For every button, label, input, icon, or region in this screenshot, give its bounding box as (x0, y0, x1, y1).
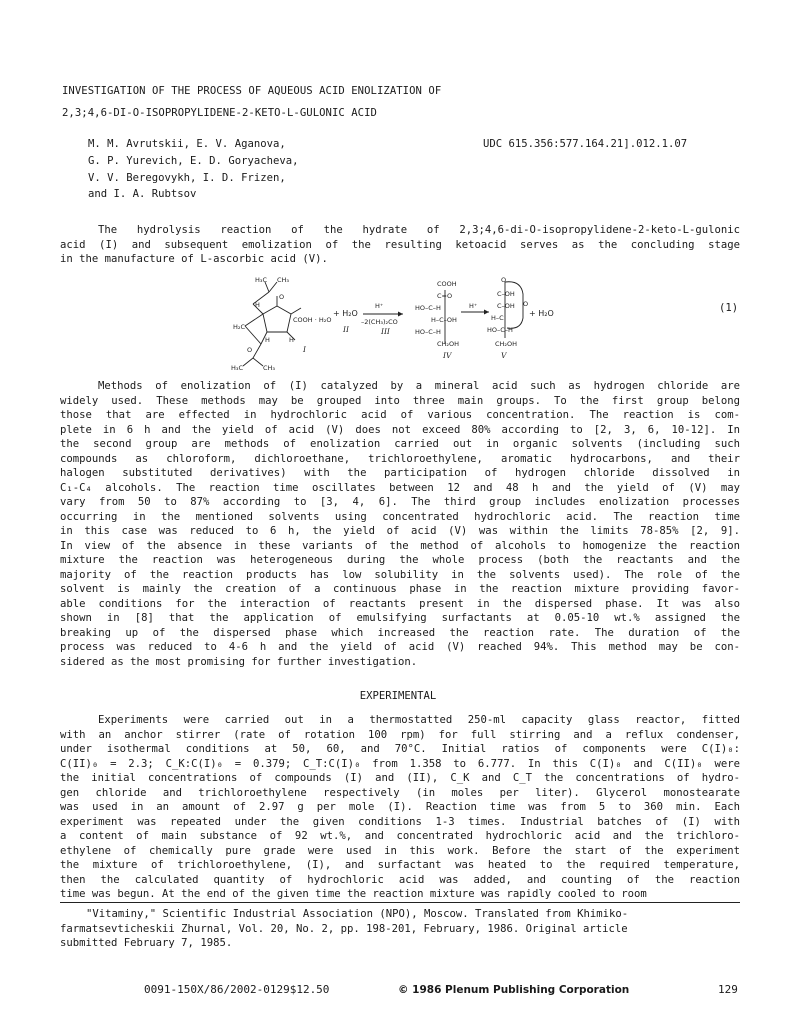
chem-label: H–C–OH (431, 316, 457, 324)
author-line: and I. A. Rubtsov (88, 188, 197, 201)
byproduct-label: –2(CH₃)₂CO (361, 318, 398, 326)
chem-label: CH₃ (263, 364, 276, 372)
text-line: with an anchor stirrer (rate of rotation 100 rpm) for full stirring and a reflux condenser, (60, 728, 740, 741)
catalyst-label-2: H⁺ (469, 302, 478, 310)
chem-label: H (265, 336, 270, 344)
chem-label: O (523, 300, 529, 308)
copyright-notice: © 1986 Plenum Publishing Corporation (398, 984, 630, 996)
text-line: the second group are methods of enolization carried out in organic solvents (including such (60, 438, 740, 450)
reaction-arrowhead (398, 312, 403, 317)
experimental-paragraph (60, 713, 740, 902)
text-line: ethylene of chemically pure grade were used in this work. Before the start of the experiment (60, 844, 740, 857)
water-reagent: + H₂O (333, 309, 358, 318)
text-line: time was begun. At the end of the given time the reaction mixture was rapidly cooled to room (60, 888, 647, 900)
text-line: widely used. These methods may be grouped into three main groups. To the first group belong (60, 394, 740, 407)
chem-label: H (255, 301, 260, 309)
chem-label: H (289, 336, 294, 344)
text-line: a content of main substance of 92 wt.%, and concentrated hydrochloric acid and the trichloro- (60, 830, 740, 842)
udc-code: UDC 615.356:577.164.21].012.1.07 (483, 138, 688, 150)
chem-label: HO–C–H (415, 304, 441, 312)
chem-label: H₃C (231, 364, 244, 372)
chem-label: HO–C–H (487, 326, 513, 334)
text-line: acid (I) and subsequent emolization of the resulting ketoacid serves as the concluding stage (60, 238, 740, 251)
catalyst-label: H⁺ (375, 302, 384, 310)
text-line: plete in 6 h and the yield of acid (V) does not exceed 80% according to [2, 3, 6, 10-12]. In (60, 423, 740, 436)
title-line: INVESTIGATION OF THE PROCESS OF AQUEOUS ACID ENOLIZATION OF (62, 85, 442, 97)
text-line: process was reduced to 4-6 h and the yield of acid (V) reached 94%. This method may be con- (60, 641, 740, 653)
chem-label: C–OH (497, 290, 515, 298)
chem-label: C=O (437, 292, 453, 300)
chem-label: H₃C (255, 276, 268, 284)
chem-label: HO–C–H (415, 328, 441, 336)
footnote-line: farmatsevticheskii Zhurnal, Vol. 20, No. 2, pp. 198-201, February, 1986. Original article (60, 922, 628, 935)
text-line: mixture the reaction was heterogeneous during the whole process (both the reactants and the (60, 554, 740, 566)
intro-paragraph (60, 223, 740, 267)
footnote-line: "Vitaminy," Scientific Industrial Association (NPO), Moscow. Translated from Khimiko- (86, 908, 629, 920)
text-line: solvent is mainly the creation of a continuous phase in the reaction mixture providing favor- (60, 583, 740, 595)
chem-label: H₂C (233, 323, 246, 331)
text-line: in the manufacture of L-ascorbic acid (V). (60, 253, 328, 265)
text-line: was used in an amount of 2.97 g per mole (I). Reaction time was from 5 to 360 min. Each (60, 801, 740, 813)
issn-price: 0091-150X/86/2002-0129$12.50 (144, 983, 330, 996)
text-line: able conditions for the interaction of reactants present in the dispersed phase. It was also (60, 597, 740, 610)
compound-label-IV: IV (443, 351, 452, 360)
footnote-rule (60, 902, 740, 903)
text-line: shown in [8] that the application of emulsifying surfactants at 0.05-10 wt.% assigned the (60, 612, 740, 624)
text-line: gen chloride and trichloroethylene respectively (in moles per liter). Glycerol monostearate (60, 786, 740, 799)
page-number: 129 (718, 983, 738, 996)
water-product: + H₂O (529, 309, 554, 318)
chem-label: CH₃ (277, 276, 290, 284)
text-line: those that are effected in hydrochloric acid of various concentration. The reaction is com- (60, 409, 740, 421)
text-line: then the calculated quantity of hydrochloric acid was added, and counting of the reaction (60, 873, 740, 886)
methods-paragraph (60, 379, 740, 669)
chem-label: O (501, 276, 507, 284)
text-line: C₁-C₄ alcohols. The reaction time oscillates between 12 and 48 h and the yield of (V) may (60, 481, 740, 494)
author-line: G. P. Yurevich, E. D. Goryacheva, (88, 154, 299, 167)
text-line: Methods of enolization of (I) catalyzed by a mineral acid such as hydrogen chloride are (98, 380, 740, 392)
equation-number: (1) (719, 302, 739, 314)
text-line: majority of the reaction products has low solubility in the solvents used). The role of the (60, 568, 740, 581)
chem-label: CH₂OH (437, 340, 460, 348)
author-line: M. M. Avrutskii, E. V. Aganova, (88, 138, 286, 150)
text-line: the initial concentrations of compounds (I) and (II), C_K and C_T the concentrations of hydro- (60, 772, 740, 784)
chem-label: O (247, 346, 253, 354)
text-line: compounds as chloroform, dichloroethane, trichloroethylene, aromatic hydrocarbons, and their (60, 452, 740, 465)
author-list (88, 136, 468, 203)
compound-label-III: III (381, 327, 390, 336)
article-title (62, 80, 742, 124)
text-line: the mixture of trichloroethylene, (I), and surfactant was heated to the required temperature, (60, 859, 740, 871)
compound-label-II: II (343, 325, 349, 334)
text-line: sidered as the most promising for further investigation. (60, 655, 418, 668)
text-line: occurring in the mentioned solvents using concentrated hydrochloric acid. The reaction time (60, 510, 740, 523)
text-line: breaking up of the dispersed phase which increased the reaction rate. The duration of the (60, 626, 740, 639)
chem-label: C–OH (497, 302, 515, 310)
footnote (60, 907, 740, 951)
compound-label-I: I (303, 345, 306, 354)
text-line: halogen substituted derivatives) with the participation of hydrogen chloride dissolved in (60, 467, 740, 479)
chem-label: O (279, 293, 285, 301)
text-line: vary from 50 to 87% according to [3, 4, 6]. The third group includes enolization processes (60, 496, 740, 508)
reaction-arrowhead-2 (484, 310, 489, 315)
text-line: Experiments were carried out in a thermostatted 250-ml capacity glass reactor, fitted (98, 714, 740, 726)
footnote-line: submitted February 7, 1985. (60, 937, 233, 949)
chem-label: COOH · H₂O (293, 316, 332, 324)
author-line: V. V. Beregovykh, I. D. Frizen, (88, 171, 286, 184)
section-heading-experimental: EXPERIMENTAL (359, 690, 437, 702)
text-line: In view of the absence in these variants of the method of alcohols to homogenize the reaction (60, 539, 740, 552)
text-line: in this case was reduced to 6 h, the yield of acid (V) was within the limits 78-85% [2, 9]. (60, 525, 740, 537)
text-line: C(II)₀ = 2.3; C_K:C(I)₀ = 0.379; C_T:C(I)₀ from 1.358 to 6.777. In this C(I)₀ and C(II)₀ were (60, 757, 740, 770)
chem-label: COOH (437, 280, 457, 288)
title-line: 2,3;4,6-DI-O-ISOPROPYLIDENE-2-KETO-L-GULONIC ACID (62, 107, 377, 119)
text-line: under isothermal conditions at 50, 60, and 70°C. Initial ratios of components were C(I)₀: (60, 743, 740, 755)
reaction-scheme (225, 274, 565, 374)
text-line: experiment was repeated under the given conditions 1-3 times. Industrial batches of (I) with (60, 815, 740, 828)
text-line: The hydrolysis reaction of the hydrate of 2,3;4,6-di-O-isopropylidene-2-keto-L-gulonic (98, 224, 740, 236)
chem-label: H–C (491, 314, 504, 322)
chem-label: CH₂OH (495, 340, 518, 348)
compound-label-V: V (501, 351, 507, 360)
